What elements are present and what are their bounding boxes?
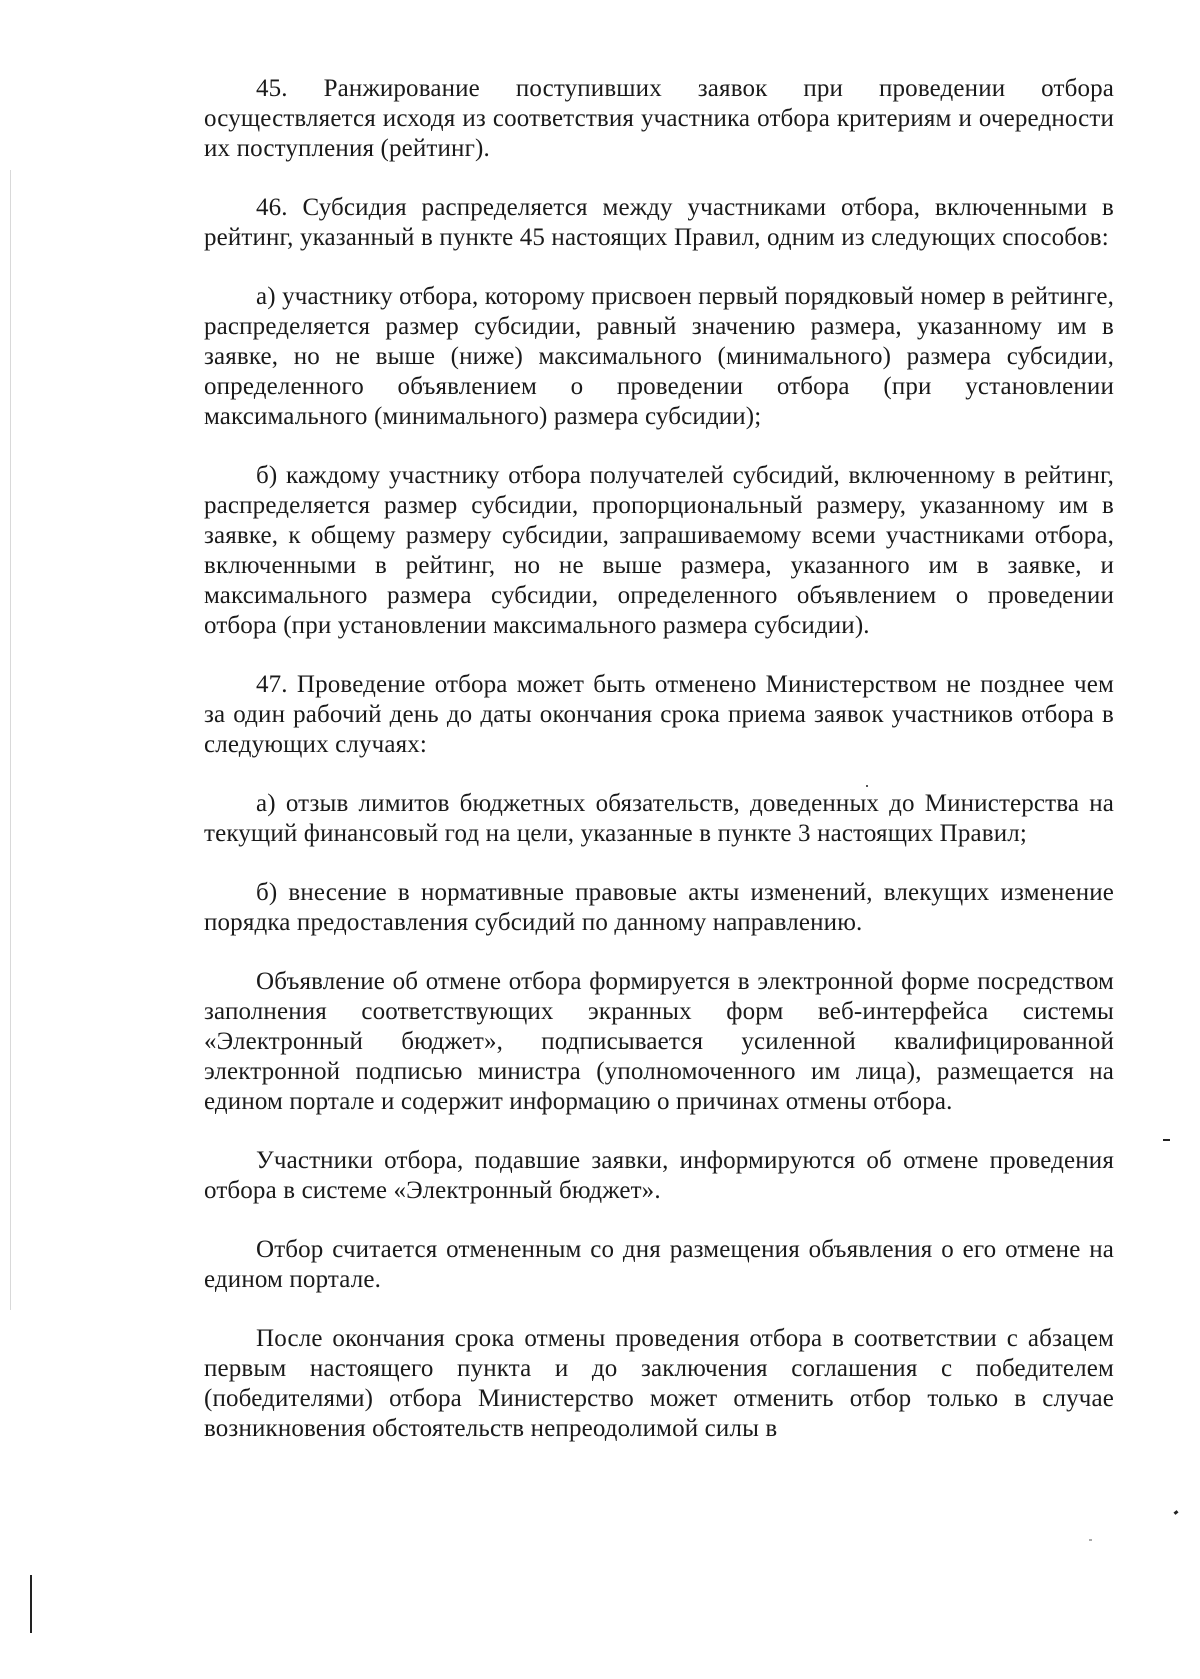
scan-mark-dash (1163, 1139, 1170, 1141)
paragraph-47: 47. Проведение отбора может быть отменено Министерством не позднее чем за один рабочий день до даты окончания срока приема заявок участников отбора в следующих случаях: (204, 671, 1114, 758)
paragraph-45: 45. Ранжирование поступивших заявок при проведении отбора осуществляется исходя из соответствия участника отбора критериям и очередности их поступления (рейтинг). (204, 75, 1114, 162)
paragraph-46: 46. Субсидия распределяется между участниками отбора, включенными в рейтинг, указанный в пункте 45 настоящих Правил, одним из следующих способов: (204, 194, 1114, 251)
document-body (204, 74, 1114, 1444)
paragraph-46-a: а) участнику отбора, которому присвоен первый порядковый номер в рейтинге, распределяется размер субсидии, равный значению размера, указанному им в заявке, но не выше (ниже) максимального (минимального) размера субсидии, определенного объявлением о проведении отбора (при установлении максимального (минимального) размера субсидии); (204, 283, 1114, 430)
scan-edge-line (10, 170, 11, 1310)
scan-mark-tick (1174, 1510, 1179, 1515)
paragraph-participants-informed: Участники отбора, подавшие заявки, информируются об отмене проведения отбора в системе «Электронный бюджет». (204, 1147, 1114, 1204)
scan-mark-speck (1089, 1539, 1092, 1541)
paragraph-cancellation-notice: Объявление об отмене отбора формируется в электронной форме посредством заполнения соответствующих экранных форм веб-интерфейса системы «Электронный бюджет», подписывается усиленной квалифицированной электронной подписью министра (уполномоченного им лица), размещается на едином портале и содержит информацию о причинах отмены отбора. (204, 968, 1114, 1115)
paragraph-47-a: а) отзыв лимитов бюджетных обязательств, доведенных до Министерства на текущий финансовый год на цели, указанные в пункте 3 настоящих Правил; (204, 790, 1114, 847)
paragraph-force-majeure: После окончания срока отмены проведения отбора в соответствии с абзацем первым настоящего пункта и до заключения соглашения с победителем (победителями) отбора Министерство может отменить отбор только в случае возникновения обстоятельств непреодолимой силы в (204, 1325, 1114, 1442)
paragraph-cancellation-effective: Отбор считается отмененным со дня размещения объявления о его отмене на едином портале. (204, 1236, 1114, 1293)
paragraph-47-b: б) внесение в нормативные правовые акты изменений, влекущих изменение порядка предоставления субсидий по данному направлению. (204, 879, 1114, 936)
scan-mark-bottom-left (30, 1575, 32, 1633)
paragraph-46-b: б) каждому участнику отбора получателей субсидий, включенному в рейтинг, распределяется размер субсидии, пропорциональный размеру, указанному им в заявке, к общему размеру субсидии, запрашиваемому всеми участниками отбора, включенными в рейтинг, но не выше размера, указанного им в заявке, и максимального размера субсидии, определенного объявлением о проведении отбора (при установлении максимального размера субсидии). (204, 462, 1114, 639)
